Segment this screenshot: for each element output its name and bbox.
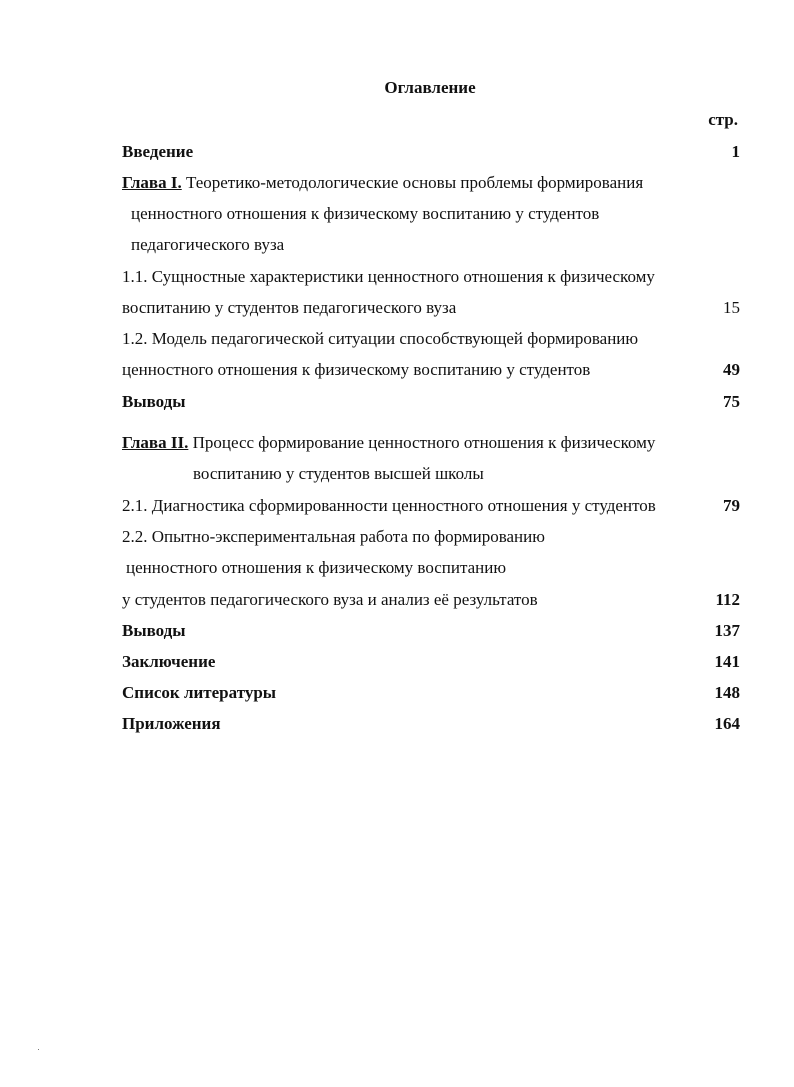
- toc-page-conclusions-1: 75: [723, 392, 740, 411]
- chapter-1-title-line-2: ценностного отношения к физическому воспитанию у студентов: [131, 204, 600, 223]
- page-title: Оглавление: [384, 78, 476, 97]
- chapter-2-title-line-1: Процесс формирование ценностного отношения к физическому: [188, 433, 656, 452]
- toc-entry-2-2-line-3: у студентов педагогического вуза и анализ её результатов: [122, 590, 538, 609]
- chapter-2-title-line-2: воспитанию у студентов высшей школы: [193, 464, 484, 483]
- toc-entry-appendices: Приложения: [122, 714, 221, 733]
- toc-page-conclusion: 141: [714, 652, 740, 671]
- toc-entry-conclusions-2: Выводы: [122, 621, 186, 640]
- chapter-1-title-line-1: Теоретико-методологические основы проблемы формирования: [181, 173, 644, 192]
- toc-page-conclusions-2: 137: [714, 621, 740, 640]
- toc-entry-1-1-line-1: 1.1. Сущностные характеристики ценностного отношения к физическому: [122, 267, 655, 286]
- toc-entry-conclusion: Заключение: [122, 652, 216, 671]
- toc-entry-conclusions-1: Выводы: [122, 392, 186, 411]
- toc-page-references: 148: [714, 683, 740, 702]
- chapter-1-heading: Глава I.: [122, 173, 182, 192]
- toc-entry-intro: Введение: [122, 142, 194, 161]
- page-column-label: стр.: [708, 110, 738, 129]
- toc-entry-1-1-line-2: воспитанию у студентов педагогического вуза: [122, 298, 457, 317]
- chapter-2-heading: Глава II.: [122, 433, 189, 452]
- toc-page-2-1: 79: [723, 496, 740, 515]
- toc-page-1-2: 49: [723, 360, 740, 379]
- toc-entry-2-2-line-2: ценностного отношения к физическому воспитанию: [126, 558, 507, 577]
- toc-entry-2-1: 2.1. Диагностика сформированности ценностного отношения у студентов: [122, 496, 656, 515]
- toc-entry-1-2-line-2: ценностного отношения к физическому воспитанию у студентов: [122, 360, 591, 379]
- toc-page-1-1: 15: [723, 298, 740, 317]
- toc-entry-chapter-2: [122, 433, 655, 453]
- toc-entry-2-2-line-1: 2.2. Опытно-экспериментальная работа по формированию: [122, 527, 545, 546]
- scan-speck: [38, 1049, 39, 1050]
- toc-page-intro: 1: [731, 142, 740, 161]
- toc-page-appendices: 164: [714, 714, 740, 733]
- toc-page-2-2: 112: [715, 590, 740, 609]
- toc-entry-1-2-line-1: 1.2. Модель педагогической ситуации способствующей формированию: [122, 329, 639, 348]
- toc-entry-chapter-1: [122, 173, 643, 193]
- toc-entry-references: Список литературы: [122, 683, 277, 702]
- chapter-1-title-line-3: педагогического вуза: [131, 235, 285, 254]
